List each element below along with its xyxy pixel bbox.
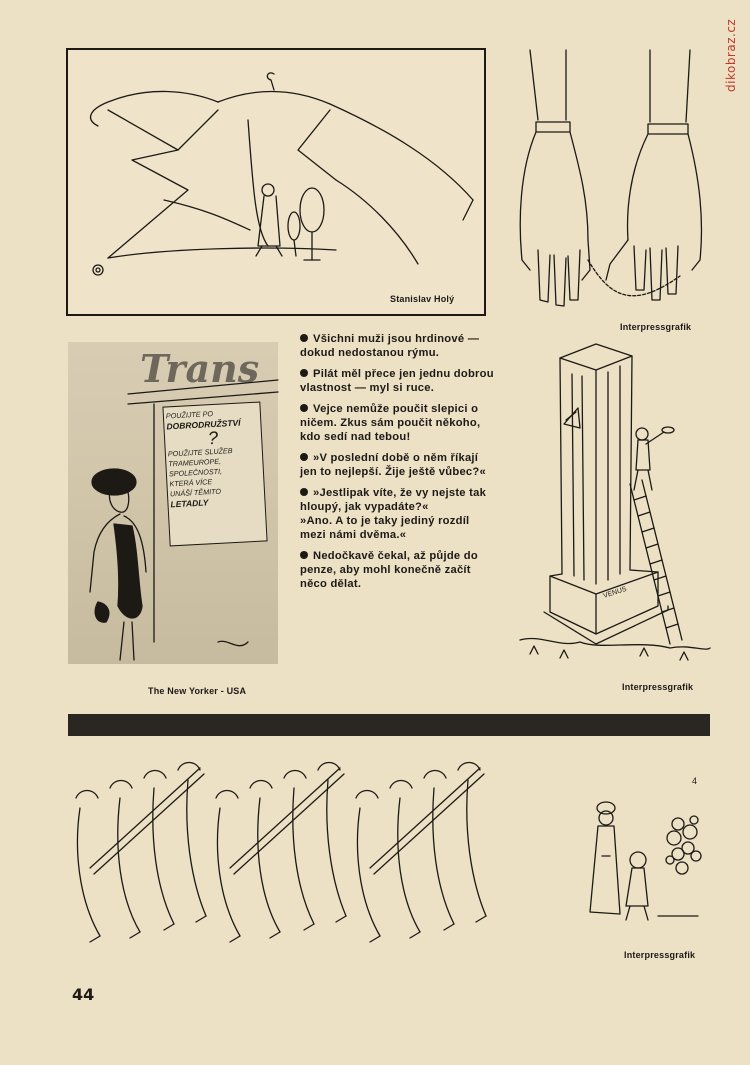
credit-new-yorker: The New Yorker - USA bbox=[148, 686, 247, 696]
cartoon-pedestal bbox=[520, 344, 710, 674]
credit-holy: Stanislav Holý bbox=[390, 294, 455, 304]
credit-interpress-3: Interpressgrafik bbox=[624, 950, 696, 960]
credit-interpress-2: Interpressgrafik bbox=[622, 682, 694, 692]
joke-item bbox=[300, 486, 496, 514]
joke-text: Nedočkavě čekal, až půjde do penze, aby mohl konečně začít něco dělat. bbox=[300, 550, 478, 590]
joke-item bbox=[300, 514, 496, 542]
joke-text: Vejce nemůže poučit slepici o ničem. Zkus sám poučit někoho, kdo sedí nad tebou! bbox=[300, 403, 481, 443]
page-number: 44 bbox=[72, 985, 95, 1004]
joke-text: »V poslední době o něm říkají jen to nejlepší. Žije ještě vůbec?« bbox=[300, 452, 486, 478]
bullet-icon bbox=[300, 369, 308, 377]
cartoon-jacket-drawing bbox=[68, 50, 488, 318]
jokes-column bbox=[300, 332, 496, 598]
watermark-text[interactable]: dikobraz.cz bbox=[724, 18, 738, 92]
cartoon-monk-and-child bbox=[578, 796, 710, 926]
soldier-group bbox=[76, 763, 206, 943]
joke-item bbox=[300, 367, 496, 395]
joke-text: Pilát měl přece jen jednu dobrou vlastnost — myl si ruce. bbox=[300, 368, 494, 394]
poster-line: POUŽIJTE PO bbox=[165, 409, 214, 421]
bullet-icon bbox=[300, 404, 308, 412]
joke-item bbox=[300, 451, 496, 479]
woman-figure bbox=[68, 342, 278, 664]
joke-item bbox=[300, 402, 496, 444]
soldier-group bbox=[216, 763, 346, 943]
joke-item bbox=[300, 549, 496, 591]
pedestal-text: VENUS bbox=[602, 585, 628, 600]
bullet-icon bbox=[300, 334, 308, 342]
joke-item bbox=[300, 332, 496, 360]
poster-line: DOBRODRUŽSTVÍ bbox=[166, 417, 241, 432]
soldier-group bbox=[356, 763, 486, 943]
poster-line: LETADLY bbox=[170, 497, 209, 510]
bullet-icon bbox=[300, 551, 308, 559]
cartoon-marching-soldiers bbox=[70, 748, 550, 948]
separator-bar bbox=[68, 714, 710, 736]
question-mark-icon: ? bbox=[207, 427, 219, 449]
poster-line: TRAMEUROPE, bbox=[168, 456, 222, 469]
poster-line: KTERÁ VÍCE bbox=[169, 477, 213, 489]
cartoon-shop-window bbox=[68, 342, 278, 664]
poster-line: POUŽIJTE SLUŽEB bbox=[167, 446, 233, 459]
shop-sign: Trans bbox=[140, 346, 260, 391]
cartoon-jacket-frame bbox=[66, 48, 486, 316]
joke-text: »Jestlipak víte, že vy nejste tak hloupý, jak vypadáte?« bbox=[300, 487, 487, 513]
bullet-icon bbox=[300, 453, 308, 461]
bullet-icon bbox=[300, 488, 308, 496]
credit-interpress-1: Interpressgrafik bbox=[620, 322, 692, 332]
poster-line: SPOLEČNOSTI, bbox=[168, 466, 223, 479]
joke-text: Všichni muži jsou hrdinové — dokud nedostanou rýmu. bbox=[300, 333, 480, 359]
joke-text: »Ano. A to je taky jediný rozdíl mezi námi dvěma.« bbox=[300, 515, 470, 541]
small-number: 4 bbox=[692, 776, 698, 786]
poster-line: UNÁŠÍ TĚMITO bbox=[169, 486, 222, 499]
cartoon-chained-hands bbox=[510, 50, 710, 320]
